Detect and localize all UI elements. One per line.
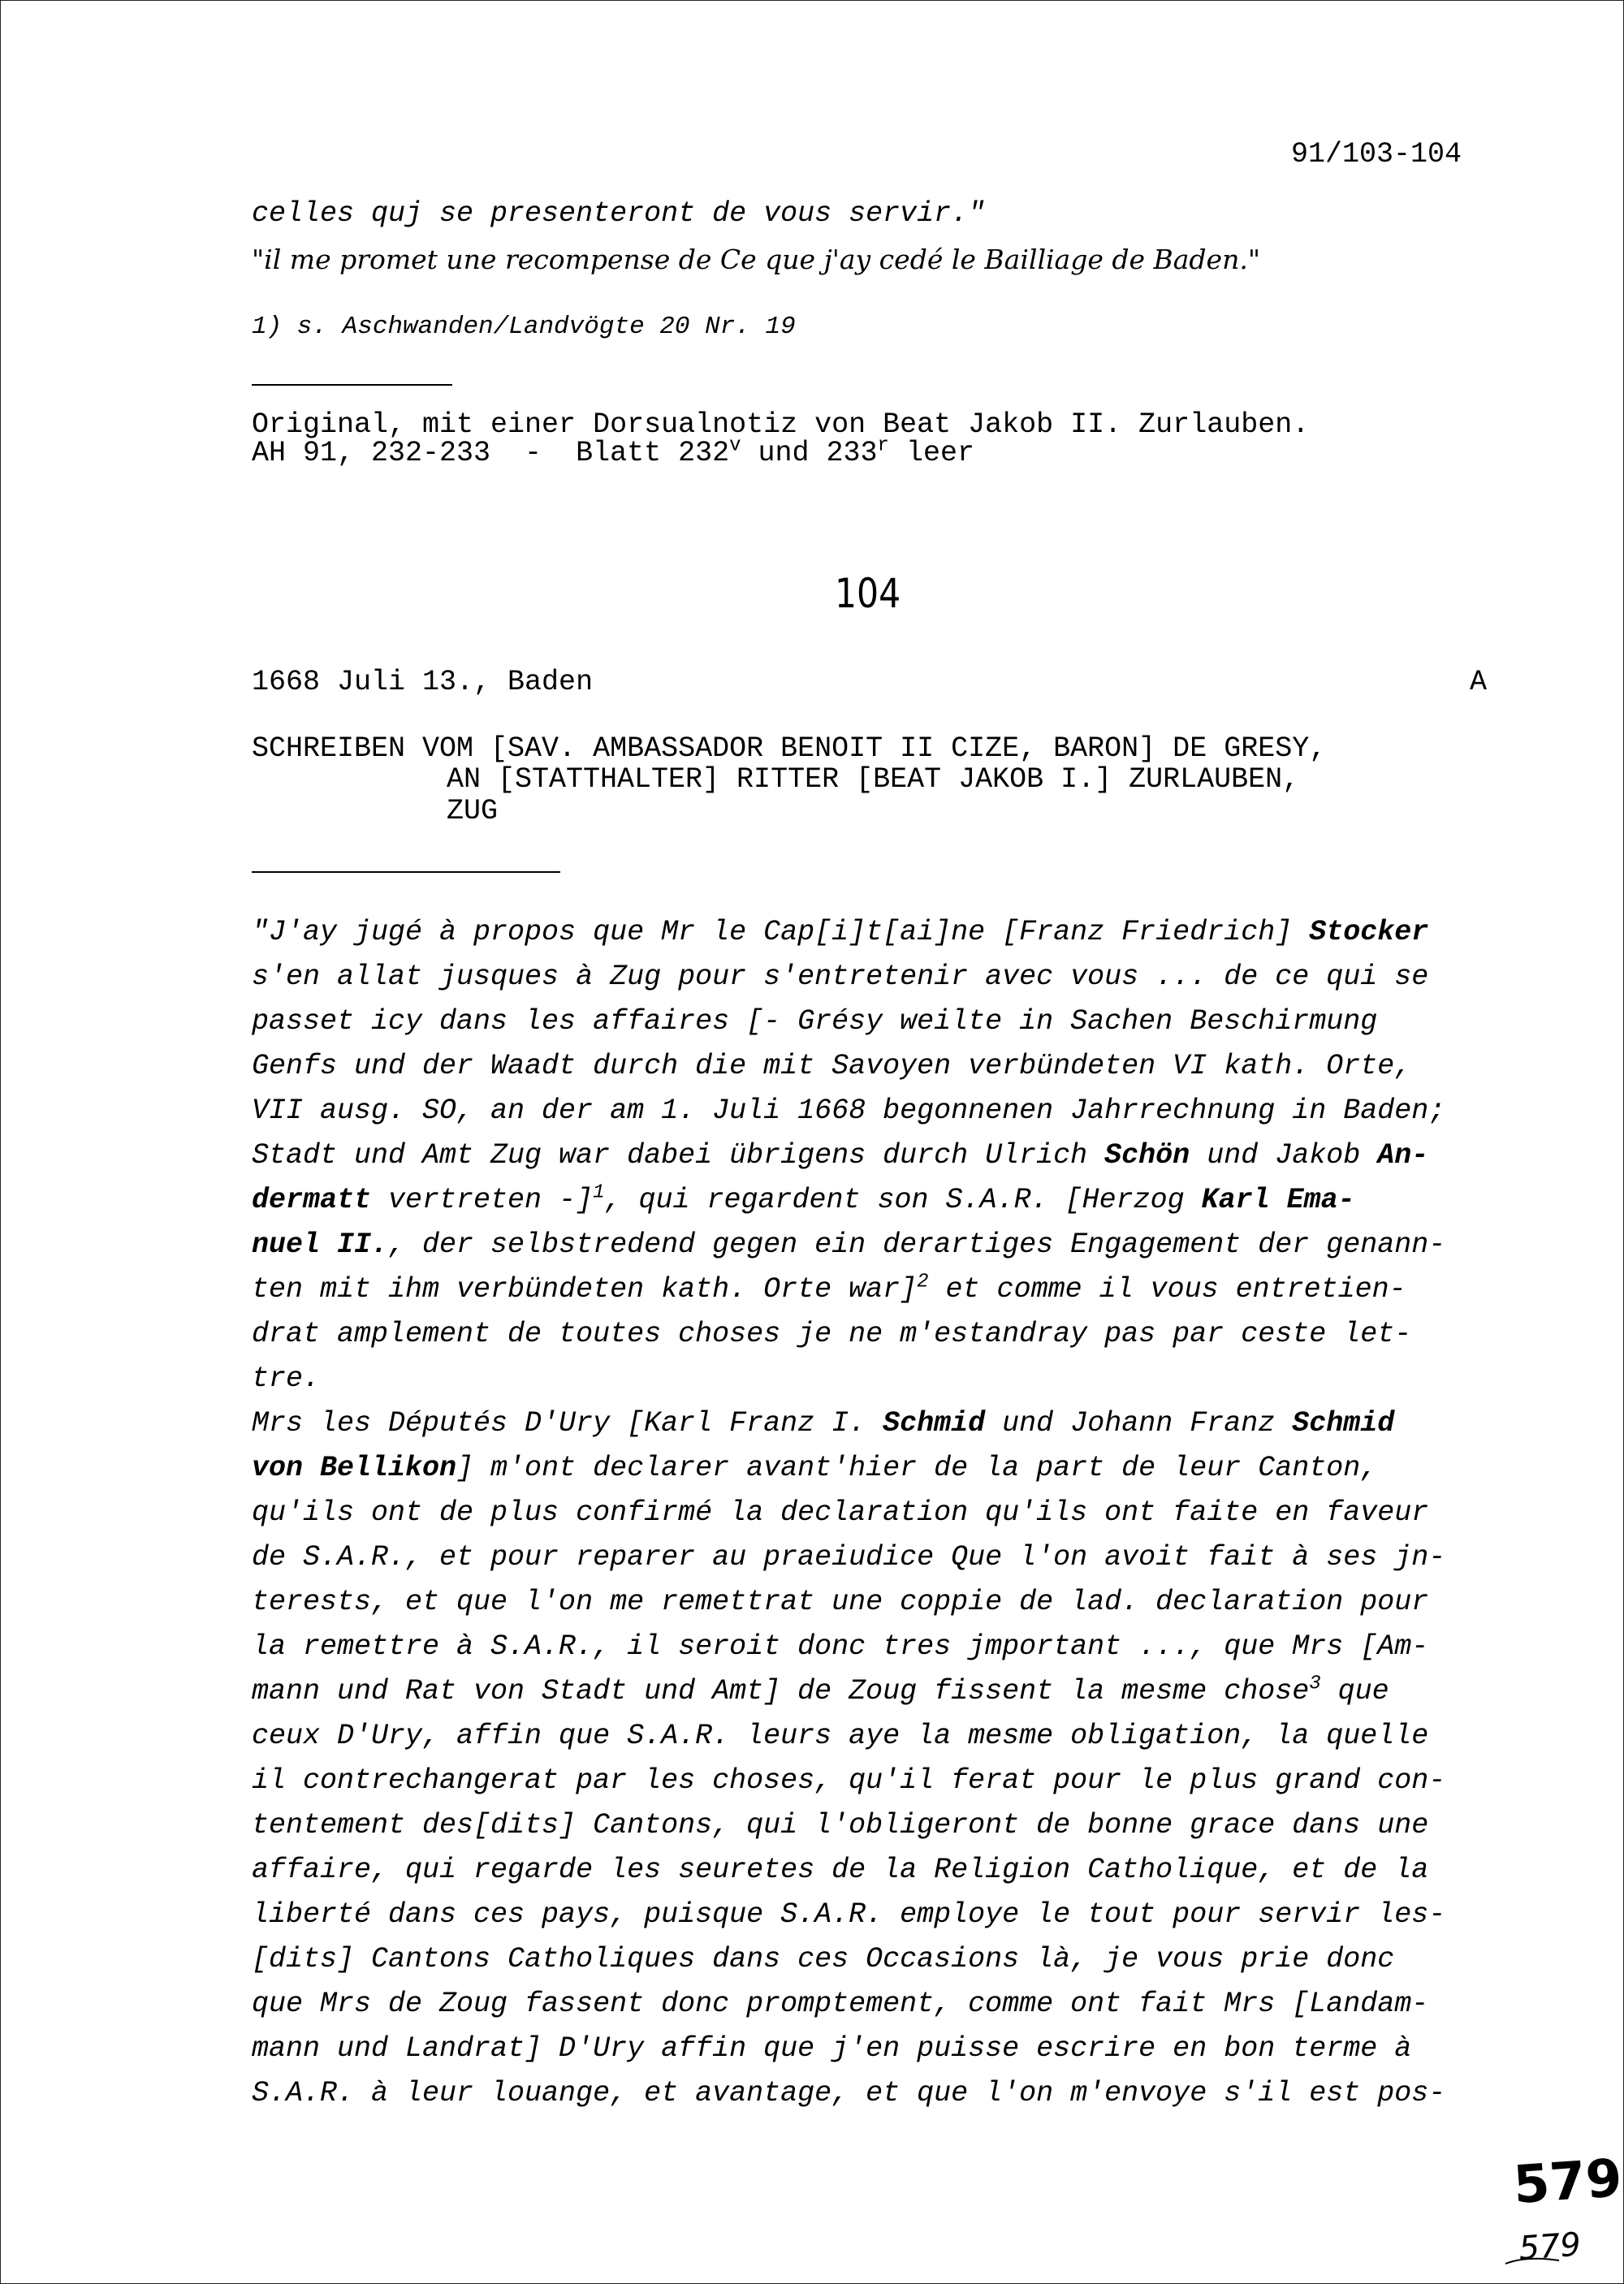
intro-quote-line: celles quj se presenteront de vous servir." <box>252 197 986 230</box>
divider-rule <box>252 384 452 386</box>
divider-rule <box>252 871 560 873</box>
classification-letter: A <box>1470 666 1488 698</box>
footnote: 1) s. Aschwanden/Landvögte 20 Nr. 19 <box>252 313 796 341</box>
document-heading: SCHREIBEN VOM [SAV. AMBASSADOR BENOIT II CIZE, BARON] DE GRESY, <box>252 732 1327 765</box>
body-line: s'en allat jusques à Zug pour s'entretenir avec vous ... de ce qui se <box>252 961 1429 993</box>
body-line: affaire, qui regarde les seuretes de la Religion Catholique, et de la <box>252 1854 1429 1886</box>
source-note: Original, mit einer Dorsualnotiz von Beat Jakob II. Zurlauben. <box>252 408 1310 441</box>
body-line: tre. <box>252 1362 321 1395</box>
body-line: mann und Landrat] D'Ury affin que j'en puisse escrire en bon terme à <box>252 2032 1412 2065</box>
body-line: de S.A.R., et pour reparer au praeiudice Que l'on avoit fait à ses jn- <box>252 1541 1446 1574</box>
body-line: terests, et que l'on me remettrat une coppie de lad. declaration pour <box>252 1586 1429 1618</box>
body-line: von Bellikon] m'ont declarer avant'hier de la part de leur Canton, <box>252 1452 1378 1484</box>
document-number: 104 <box>835 570 901 617</box>
body-line: [dits] Cantons Catholiques dans ces Occasions là, je vous prie donc <box>252 1943 1395 1975</box>
body-line: nuel II., der selbstredend gegen ein derartiges Engagement der genann- <box>252 1228 1446 1261</box>
body-line: Mrs les Députés D'Ury [Karl Franz I. Schmid und Johann Franz Schmid <box>252 1407 1395 1440</box>
source-folios: AH 91, 232-233 - Blatt 232$^v$ und 233$^r$ leer <box>252 434 974 469</box>
body-line: liberté dans ces pays, puisque S.A.R. employe le tout pour servir les- <box>252 1898 1446 1931</box>
body-line: "J'ay jugé à propos que Mr le Cap[i]t[ai]ne [Franz Friedrich] Stocker <box>252 916 1429 948</box>
body-line: drat amplement de toutes choses je ne m'estandray pas par ceste let- <box>252 1318 1412 1350</box>
body-line: que Mrs de Zoug fassent donc promptement, comme ont fait Mrs [Landam- <box>252 1988 1429 2020</box>
body-line: qu'ils ont de plus confirmé la declaration qu'ils ont faite en faveur <box>252 1496 1429 1529</box>
body-line: ceux D'Ury, affin que S.A.R. leurs aye la mesme obligation, la quelle <box>252 1720 1429 1752</box>
document-heading: AN [STATTHALTER] RITTER [BEAT JAKOB I.] ZURLAUBEN, <box>447 763 1300 796</box>
document-heading: ZUG <box>447 795 499 827</box>
body-line: VII ausg. SO, an der am 1. Juli 1668 begonnenen Jahrrechnung in Baden; <box>252 1095 1446 1127</box>
body-line: Genfs und der Waadt durch die mit Savoyen verbündeten VI kath. Orte, <box>252 1050 1412 1082</box>
body-line: tentement des[dits] Cantons, qui l'obligeront de bonne grace dans une <box>252 1809 1429 1841</box>
body-line: ten mit ihm verbündeten kath. Orte war]$^2$ et comme il vous entretien- <box>252 1271 1406 1306</box>
date-place: 1668 Juli 13., Baden <box>252 666 594 698</box>
intro-quote-script-line: "il me promet une recompense de Ce que j'ay cedé le Bailliage de Baden." <box>252 244 1261 275</box>
body-line: mann und Rat von Stadt und Amt] de Zoug fissent la mesme chose$^3$ que <box>252 1673 1389 1708</box>
body-line: S.A.R. à leur louange, et avantage, et que l'on m'envoye s'il est pos- <box>252 2077 1446 2109</box>
page-reference: 91/103-104 <box>1291 138 1462 171</box>
folio-number: 579 <box>1511 2148 1624 2217</box>
body-line: dermatt vertreten -]$^1$, qui regardent son S.A.R. [Herzog Karl Ema- <box>252 1181 1355 1216</box>
body-line: la remettre à S.A.R., il seroit donc tres jmportant ..., que Mrs [Am- <box>252 1630 1429 1663</box>
folio-stamp <box>1494 2148 1624 2273</box>
folio-number-handwritten: 579 <box>1517 2226 1583 2268</box>
body-line: il contrechangerat par les choses, qu'il ferat pour le plus grand con- <box>252 1764 1446 1797</box>
body-line: Stadt und Amt Zug war dabei übrigens durch Ulrich Schön und Jakob An- <box>252 1139 1429 1172</box>
body-line: passet icy dans les affaires [- Grésy weilte in Sachen Beschirmung <box>252 1005 1378 1038</box>
